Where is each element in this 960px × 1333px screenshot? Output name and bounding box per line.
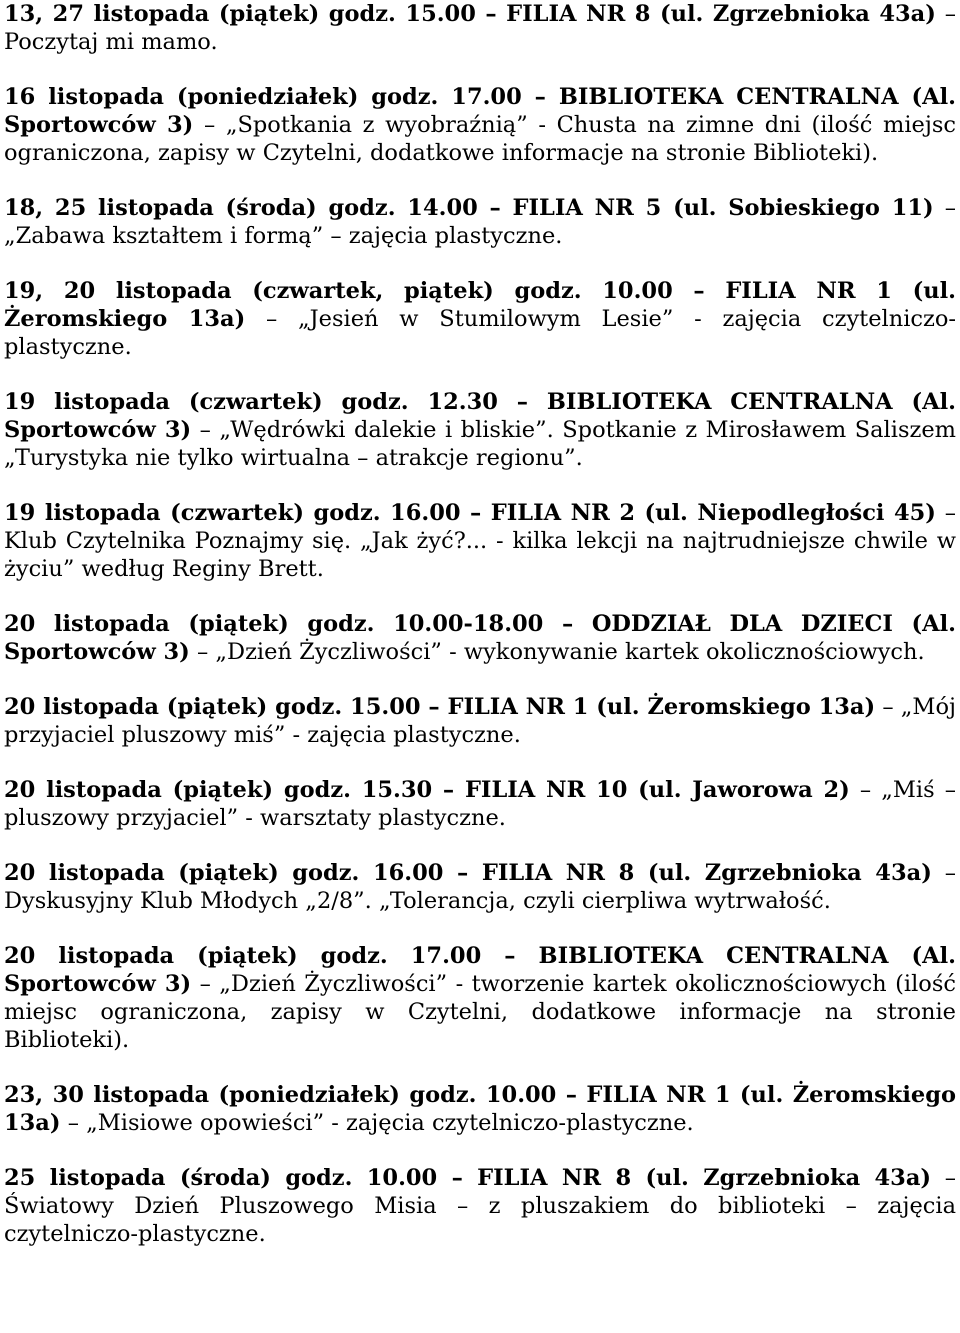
event-heading: 20 listopada (piątek) godz. 15.00 – FILIA NR 1 (ul. Żeromskiego 13a) <box>4 694 876 720</box>
event-heading: 25 listopada (środa) godz. 10.00 – FILIA NR 8 (ul. Zgrzebnioka 43a) <box>4 1165 932 1191</box>
event-heading: 20 listopada (piątek) godz. 10.00-18.00 – ODDZIAŁ DLA DZIECI (Al. Sportowców 3) <box>4 611 956 665</box>
event-heading: 19, 20 listopada (czwartek, piątek) godz. 10.00 – FILIA NR 1 (ul. Żeromskiego 13a) <box>4 278 956 332</box>
event-description: – Dyskusyjny Klub Młodych „2/8”. „Tolerancja, czyli cierpliwa wytrwałość. <box>4 860 956 914</box>
event-heading: 16 listopada (poniedziałek) godz. 17.00 – BIBLIOTEKA CENTRALNA (Al. Sportowców 3) <box>4 84 956 138</box>
event-entry <box>4 194 956 250</box>
event-entry <box>4 83 956 167</box>
event-description: – „Miś – pluszowy przyjaciel” - warsztaty plastyczne. <box>4 777 956 831</box>
event-description: – „Jesień w Stumilowym Lesie” - zajęcia czytelniczo-plastyczne. <box>4 306 956 360</box>
event-entry <box>4 277 956 361</box>
event-description: – „Mój przyjaciel pluszowy miś” - zajęcia plastyczne. <box>4 694 956 748</box>
event-heading: 23, 30 listopada (poniedziałek) godz. 10.00 – FILIA NR 1 (ul. Żeromskiego 13a) <box>4 1082 956 1136</box>
event-entry <box>4 499 956 583</box>
event-entry <box>4 693 956 749</box>
event-entry <box>4 776 956 832</box>
event-description: – Klub Czytelnika Poznajmy się. „Jak żyć?... - kilka lekcji na najtrudniejsze chwile w życiu” według Reginy Brett. <box>4 500 956 582</box>
event-description: – „Dzień Życzliwości” - tworzenie kartek okolicznościowych (ilość miejsc ograniczona, zapisy w Czytelni, dodatkowe informacje na stronie Biblioteki). <box>4 971 956 1053</box>
event-entry <box>4 1081 956 1137</box>
event-entry <box>4 610 956 666</box>
event-heading: 18, 25 listopada (środa) godz. 14.00 – FILIA NR 5 (ul. Sobieskiego 11) <box>4 195 934 221</box>
event-description: – „Spotkania z wyobraźnią” - Chusta na zimne dni (ilość miejsc ograniczona, zapisy w Czytelni, dodatkowe informacje na stronie Biblioteki). <box>4 112 956 166</box>
event-heading: 20 listopada (piątek) godz. 16.00 – FILIA NR 8 (ul. Zgrzebnioka 43a) <box>4 860 932 886</box>
event-entry <box>4 0 956 56</box>
event-heading: 19 listopada (czwartek) godz. 12.30 – BIBLIOTEKA CENTRALNA (Al. Sportowców 3) <box>4 389 956 443</box>
event-heading: 19 listopada (czwartek) godz. 16.00 – FILIA NR 2 (ul. Niepodległości 45) <box>4 500 936 526</box>
event-description: – „Misiowe opowieści” - zajęcia czytelniczo-plastyczne. <box>60 1110 694 1136</box>
event-description: – „Wędrówki dalekie i bliskie”. Spotkanie z Mirosławem Saliszem „Turystyka nie tylko wirtualna – atrakcje regionu”. <box>4 417 957 471</box>
event-heading: 13, 27 listopada (piątek) godz. 15.00 – FILIA NR 8 (ul. Zgrzebnioka 43a) <box>4 1 936 27</box>
event-entry <box>4 859 956 915</box>
event-heading: 20 listopada (piątek) godz. 17.00 – BIBLIOTEKA CENTRALNA (Al. Sportowców 3) <box>4 943 956 997</box>
event-entry <box>4 388 956 472</box>
event-description: – Światowy Dzień Pluszowego Misia – z pluszakiem do biblioteki – zajęcia czytelniczo-plastyczne. <box>4 1165 956 1247</box>
event-list <box>4 0 956 1275</box>
event-description: – Poczytaj mi mamo. <box>4 1 956 55</box>
event-heading: 20 listopada (piątek) godz. 15.30 – FILIA NR 10 (ul. Jaworowa 2) <box>4 777 850 803</box>
event-entry <box>4 1164 956 1248</box>
event-entry <box>4 942 956 1054</box>
event-description: – „Dzień Życzliwości” - wykonywanie kartek okolicznościowych. <box>189 639 925 665</box>
event-description: – „Zabawa kształtem i formą” – zajęcia plastyczne. <box>4 195 956 249</box>
